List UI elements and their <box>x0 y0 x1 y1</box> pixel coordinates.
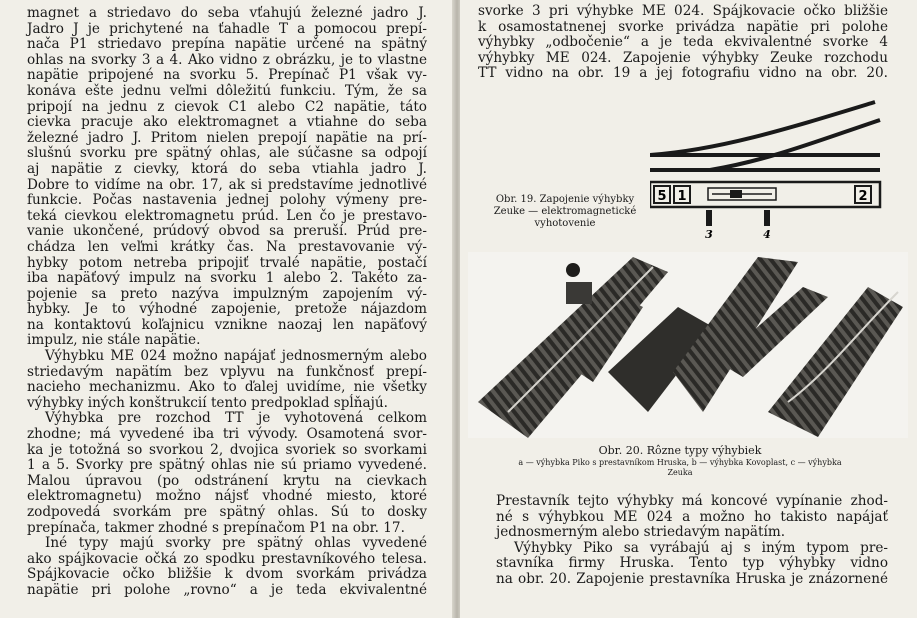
terminal-label: 1 <box>677 189 687 204</box>
text-line: výhybky iných konštrukcií tento predpoklad spĺňajú. <box>27 394 388 411</box>
lead-label: 3 <box>705 228 713 240</box>
text-line: né s výhybkou ME 024 a možno ho takisto napájať <box>496 508 888 525</box>
text-line: Výhybka pre rozchod TT je vyhotovená celkom <box>45 410 427 427</box>
text-line: výhybky ME 024. Zapojenie výhybky Zeuke rozchodu <box>478 49 888 66</box>
text-line: prepínača, takmer zhodné s prepínačom P1 na obr. 17. <box>27 519 405 536</box>
figure-20-caption <box>480 444 880 478</box>
figure-19-diagram <box>650 100 885 240</box>
text-line: Prestavník tejto výhybky má koncové vypínanie zhod- <box>496 493 888 509</box>
text-line: Jadro J je prichytené na ťahadle T a pomocou prepí- <box>27 20 427 37</box>
legend-line: a — výhybka Piko s prestavníkom Hruska, b — výhybka Kovoplast, c — výhybka <box>518 458 842 467</box>
lead-3 <box>706 210 712 226</box>
left-page <box>0 0 455 618</box>
figure-20-legend <box>480 458 880 478</box>
text-line: Spájkovacie očko bližšie k dvom svorkám privádza <box>27 566 427 583</box>
text-line: 1 a 5. Svorky pre spätný ohlas nie sú priamo vyvedené. <box>27 457 427 474</box>
caption-line: Zeuke — elektromagnetické <box>493 206 637 217</box>
text-line: na obr. 20. Zapojenie prestavníka Hruska je znázornené <box>496 570 888 587</box>
text-line: nacieho mechanizmu. Ako to ďalej uvidíme, nie všetky <box>27 379 427 396</box>
text-line: iba napäťový impulz na svorku 1 alebo 2. Takéto za- <box>27 270 427 287</box>
text-line: chádza len veľmi krátky čas. Na prestavovanie vý- <box>27 238 427 255</box>
text-line: Výhybky Piko sa vyrábajú aj s iným typom pre- <box>514 539 888 556</box>
diverging-rail-outer <box>650 102 875 155</box>
text-line: vanie ukončené, prúdový obvod sa preruší. Prúd pre- <box>27 223 427 240</box>
text-line: ohlas na svorky 3 a 4. Ako vidno z obrázku, je to vlastne <box>27 51 427 68</box>
text-line: stavníka firmy Hruska. Tento typ výhybky vidno <box>496 555 888 572</box>
lead-label: 4 <box>763 228 771 240</box>
text-line: ako spájkovacie očká zo spodku prestavníkového telesa. <box>27 550 427 567</box>
text-line: elektromagnetu) možno nájsť vhodné miesto, ktoré <box>27 488 427 505</box>
terminal-label: 5 <box>657 189 667 204</box>
text-line: teká cievkou elektromagnetu prúd. Len čo je prestavo- <box>27 207 427 224</box>
text-line: konáva ešte jednu veľmi dôležitú funkciu. Tým, že sa <box>27 82 427 99</box>
right-page-bottom-text <box>496 494 888 588</box>
caption-line: Obr. 19. Zapojenie výhybky <box>495 194 635 205</box>
figure-20-title: Obr. 20. Rôzne typy výhybiek <box>598 444 762 457</box>
left-page-text <box>27 6 427 599</box>
text-line: ka je totožná so svorkou 2, dvojica svoriek so svorkami <box>27 441 427 458</box>
point-motor-hruska <box>566 282 592 304</box>
switch-slider <box>730 190 742 198</box>
text-line: striedavým napätím bez vplyvu na funkčnosť prepí- <box>27 363 427 380</box>
lead-4 <box>764 210 770 226</box>
text-line: na kontaktovú koľajnicu vznikne naozaj len napäťový <box>27 316 427 333</box>
text-line: Malou úpravou (po odstránení krytu na cievkach <box>27 472 427 489</box>
legend-line: Zeuka <box>667 468 693 477</box>
figure-19-caption <box>490 194 640 230</box>
text-line: Dobre to vidíme na obr. 17, ak si predstavíme jednotlivé <box>27 176 427 193</box>
text-line: slušnú svorku pre spätný ohlas, ale súčasne sa odpojí <box>27 145 427 162</box>
text-line: hybky potom netreba pripojiť trvalé napätie, postačí <box>27 254 427 271</box>
text-line: výhybky „odbočenie“ a je teda ekvivalentné svorke 4 <box>478 34 888 51</box>
text-line: pripojí na jednu z cievok C1 alebo C2 napätie, táto <box>27 98 427 115</box>
text-line: magnet a striedavo do seba vťahujú železné jadro J. <box>27 5 427 21</box>
text-line: k osamostatnenej svorke privádza napätie pri polohe <box>478 18 888 35</box>
text-line: nača P1 striedavo prepína napätie určené na spätný <box>27 36 427 53</box>
text-line: hybky. Je to výhodné zapojenie, pretože nájazdom <box>27 301 427 318</box>
text-line: Iné typy majú svorky pre spätný ohlas vyvedené <box>45 535 427 552</box>
text-line: Výhybku ME 024 možno napájať jednosmerným alebo <box>45 348 427 365</box>
text-line: pojenie sa preto nazýva impulzným zapojením vý- <box>27 285 427 302</box>
caption-line: vyhotovenie <box>534 218 596 229</box>
text-line: železné jadro J. Pritom nielen prepojí napätie na prí- <box>27 129 427 146</box>
right-page-top-text <box>478 4 888 82</box>
right-page <box>460 0 917 618</box>
text-line: jednosmerným alebo striedavým napätím. <box>496 524 786 541</box>
text-line: zodpovedá svorkám pre spätný ohlas. Sú to dosky <box>27 504 427 520</box>
text-line: svorke 3 pri výhybke ME 024. Spájkovacie očko bližšie <box>478 3 888 19</box>
text-line: impulz, nie stále napätie. <box>27 332 201 349</box>
text-line: cievka pracuje ako elektromagnet a vtiahne do seba <box>27 114 427 131</box>
text-line: zhodne; má vyvedené iba tri vývody. Osamotená svor- <box>27 426 427 443</box>
text-line: napätie pripojené na svorku 5. Prepínač P1 však vy- <box>27 67 427 84</box>
text-line: napätie pri polohe „rovno“ a je teda ekvivalentné <box>27 581 427 598</box>
figure-20-photo <box>468 252 908 438</box>
text-line: funkcie. Počas nastavenia jednej polohy výmeny pre- <box>27 192 427 209</box>
terminal-label: 2 <box>858 189 868 204</box>
lamp-signal <box>566 263 580 277</box>
text-line: aj napätie z cievky, ktorá do seba vtiahla jadro J. <box>27 160 427 177</box>
text-line: TT vidno na obr. 19 a jej fotografiu vidno na obr. 20. <box>478 65 888 82</box>
